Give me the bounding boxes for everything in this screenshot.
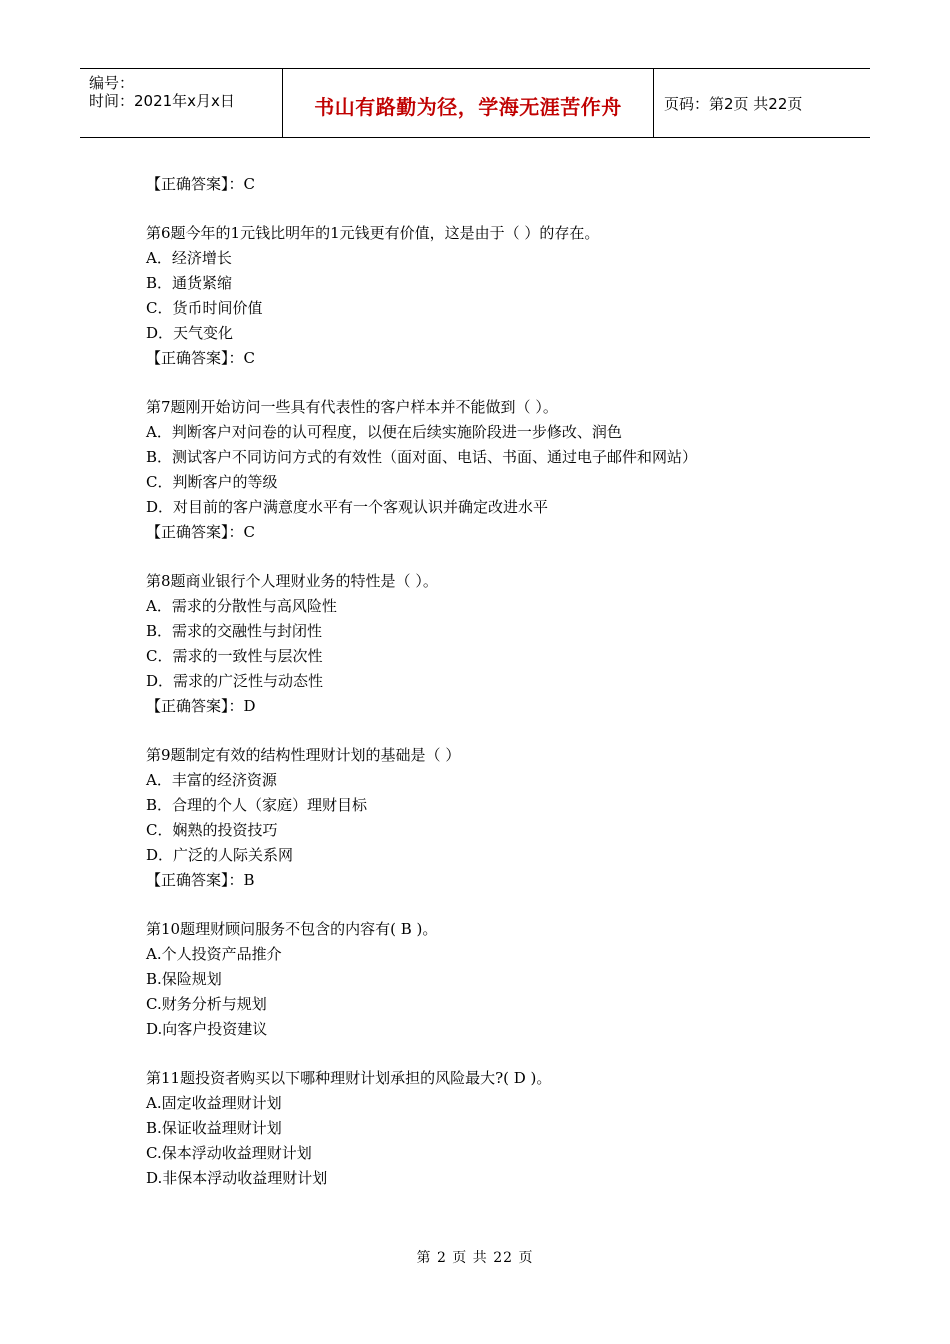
answer-line: 【正确答案】：B bbox=[146, 871, 255, 889]
option-c: C．判断客户的等级 bbox=[146, 473, 278, 491]
option-d: D．广泛的人际关系网 bbox=[146, 846, 294, 864]
time-label: 时间：2021年x月x日 bbox=[89, 92, 235, 110]
option-b: B．合理的个人（家庭）理财目标 bbox=[146, 796, 368, 814]
question-stem: 第6题今年的1元钱比明年的1元钱更有价值，这是由于（ ）的存在。 bbox=[146, 224, 600, 242]
option-a: A．丰富的经济资源 bbox=[146, 771, 277, 789]
option-d: D．需求的广泛性与动态性 bbox=[146, 672, 324, 690]
question-block bbox=[146, 917, 846, 1042]
question-content bbox=[146, 172, 846, 1191]
document-header bbox=[80, 68, 870, 138]
option-b: B．需求的交融性与封闭性 bbox=[146, 622, 323, 640]
option-c: C．货币时间价值 bbox=[146, 299, 263, 317]
answer-line: 【正确答案】：C bbox=[146, 175, 255, 193]
motto: 书山有路勤为径，学海无涯苦作舟 bbox=[314, 95, 622, 119]
answer-line: 【正确答案】：D bbox=[146, 697, 256, 715]
option-a: A.固定收益理财计划 bbox=[146, 1094, 282, 1112]
question-block bbox=[146, 1066, 846, 1191]
option-d: D.向客户投资建议 bbox=[146, 1020, 268, 1038]
question-block bbox=[146, 743, 846, 893]
option-a: A．经济增长 bbox=[146, 249, 232, 267]
option-a: A.个人投资产品推介 bbox=[146, 945, 282, 963]
question-block bbox=[146, 221, 846, 371]
option-c: C．需求的一致性与层次性 bbox=[146, 647, 323, 665]
option-d: D.非保本浮动收益理财计划 bbox=[146, 1169, 328, 1187]
page-code: 页码：第2页 共22页 bbox=[664, 95, 803, 113]
answer-line: 【正确答案】：C bbox=[146, 523, 255, 541]
option-c: C.财务分析与规划 bbox=[146, 995, 267, 1013]
option-d: D．对目前的客户满意度水平有一个客观认识并确定改进水平 bbox=[146, 498, 549, 516]
question-stem: 第10题理财顾问服务不包含的内容有( B )。 bbox=[146, 920, 438, 938]
option-c: C．娴熟的投资技巧 bbox=[146, 821, 278, 839]
option-b: B．通货紧缩 bbox=[146, 274, 233, 292]
option-b: B.保证收益理财计划 bbox=[146, 1119, 282, 1137]
option-b: B.保险规划 bbox=[146, 970, 222, 988]
header-motto-cell bbox=[283, 69, 654, 137]
answer-line: 【正确答案】：C bbox=[146, 349, 255, 367]
option-c: C.保本浮动收益理财计划 bbox=[146, 1144, 312, 1162]
option-a: A．需求的分散性与高风险性 bbox=[146, 597, 337, 615]
header-info-cell bbox=[80, 69, 283, 137]
option-a: A．判断客户对问卷的认可程度，以便在后续实施阶段进一步修改、润色 bbox=[146, 423, 622, 441]
question-stem: 第7题刚开始访问一些具有代表性的客户样本并不能做到（ ）。 bbox=[146, 398, 558, 416]
question-stem: 第9题制定有效的结构性理财计划的基础是（ ） bbox=[146, 746, 461, 764]
option-d: D．天气变化 bbox=[146, 324, 234, 342]
question-block bbox=[146, 395, 846, 545]
serial-label: 编号： bbox=[89, 74, 135, 92]
question-stem: 第8题商业银行个人理财业务的特性是（ ）。 bbox=[146, 572, 438, 590]
question-block bbox=[146, 569, 846, 719]
header-page-cell bbox=[655, 69, 870, 137]
question-stem: 第11题投资者购买以下哪种理财计划承担的风险最大?( D )。 bbox=[146, 1069, 552, 1087]
option-b: B．测试客户不同访问方式的有效性（面对面、电话、书面、通过电子邮件和网站） bbox=[146, 448, 698, 466]
page-footer: 第 2 页 共 22 页 bbox=[416, 1250, 534, 1266]
